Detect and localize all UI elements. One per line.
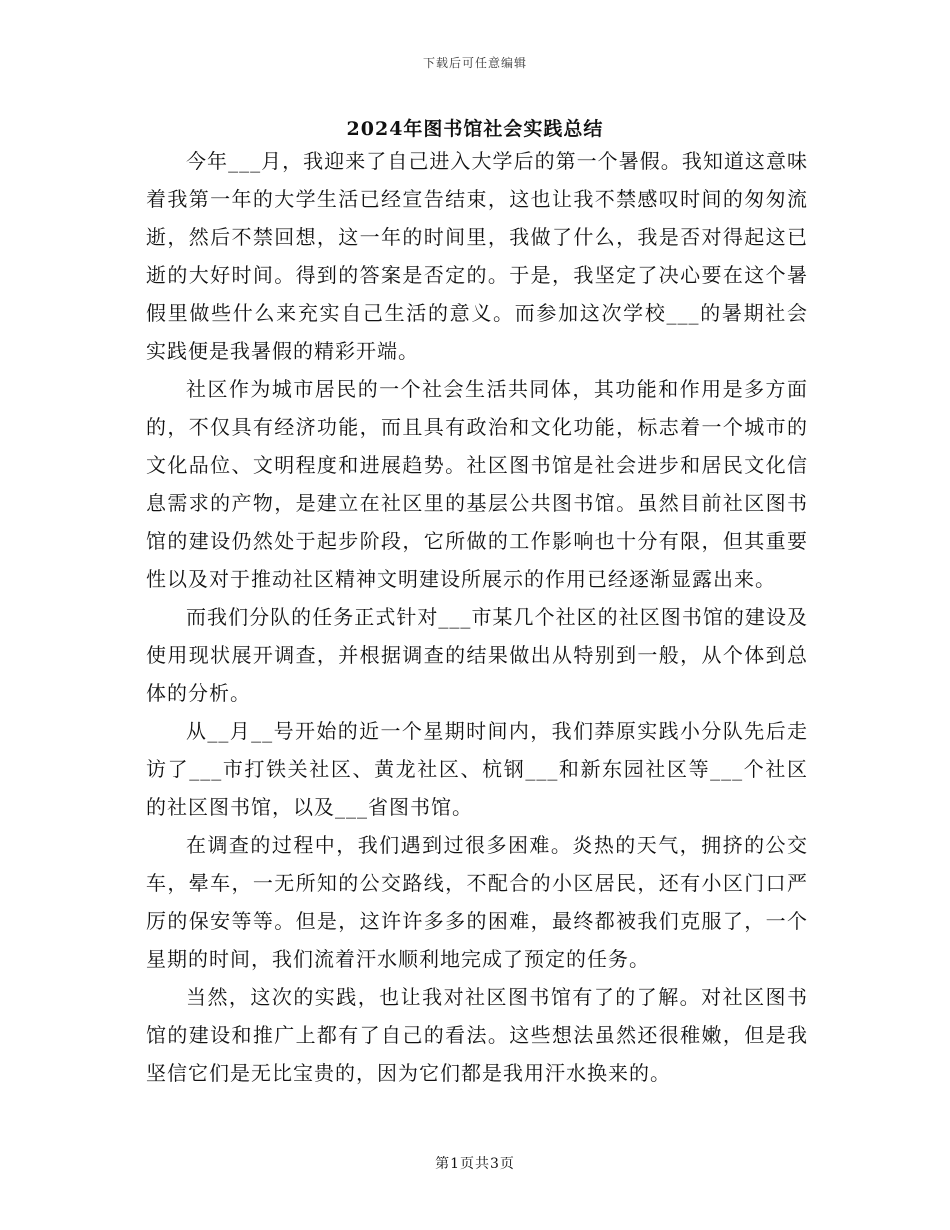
page-header-note: 下载后可任意编辑 xyxy=(422,56,527,70)
paragraph: 今年___月，我迎来了自己进入大学后的第一个暑假。我知道这意味着我第一年的大学生活已经宣告结束，这也让我不禁感叹时间的匆匆流逝，然后不禁回想，这一年的时间里，我做了什么，我是否对得起这已逝的大好时间。得到的答案是否定的。于是，我坚定了决心要在这个暑假里做些什么来充实自己生活的意义。而参加这次学校___的暑期社会实践便是我暑假的精彩开端。 xyxy=(146,149,808,363)
document-body xyxy=(146,142,808,1092)
paragraph: 在调查的过程中，我们遇到过很多困难。炎热的天气，拥挤的公交车，晕车，一无所知的公交路线，不配合的小区居民，还有小区门口严厉的保安等等。但是，这许许多多的困难，最终都被我们克服了，一个星期的时间，我们流着汗水顺利地完成了预定的任务。 xyxy=(146,833,808,971)
paragraph: 而我们分队的任务正式针对___市某几个社区的社区图书馆的建设及使用现状展开调查，并根据调查的结果做出从特别到一般，从个体到总体的分析。 xyxy=(146,605,808,705)
paragraph: 社区作为城市居民的一个社会生活共同体，其功能和作用是多方面的，不仅具有经济功能，而且具有政治和文化功能，标志着一个城市的文化品位、文明程度和进展趋势。社区图书馆是社会进步和居民文化信息需求的产物，是建立在社区里的基层公共图书馆。虽然目前社区图书馆的建设仍然处于起步阶段，它所做的工作影响也十分有限，但其重要性以及对于推动社区精神文明建设所展示的作用已经逐渐显露出来。 xyxy=(146,377,808,591)
paragraph: 当然，这次的实践，也让我对社区图书馆有了的了解。对社区图书馆的建设和推广上都有了自己的看法。这些想法虽然还很稚嫩，但是我坚信它们是无比宝贵的，因为它们都是我用汗水换来的。 xyxy=(146,985,808,1085)
page-number: 第1页共3页 xyxy=(435,1156,515,1172)
document-title: 2024年图书馆社会实践总结 xyxy=(346,118,604,140)
paragraph: 从__月__号开始的近一个星期时间内，我们莽原实践小分队先后走访了___市打铁关社区、黄龙社区、杭钢___和新东园社区等___个社区的社区图书馆，以及___省图书馆。 xyxy=(146,719,808,819)
